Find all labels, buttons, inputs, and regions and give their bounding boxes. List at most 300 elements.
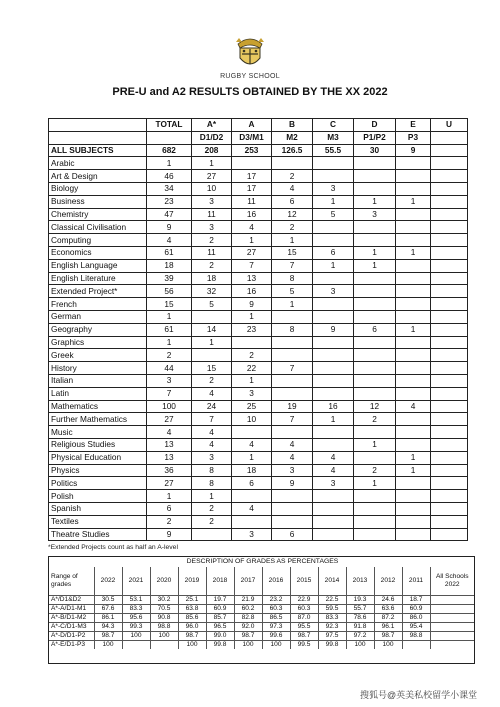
subject-cell: Geography: [49, 323, 147, 336]
grade-cell: 9: [272, 477, 313, 490]
grade-cell: 1: [396, 451, 431, 464]
grade-cell: 27: [232, 246, 272, 259]
grade-cell: 1: [272, 234, 313, 247]
percentages-header-row: [49, 567, 474, 596]
percentage-cell: 98.8: [402, 632, 430, 641]
grade-cell: [431, 387, 468, 400]
grade-range-cell: A*-A/D1-M1: [49, 605, 94, 614]
grade-cell: [354, 157, 396, 170]
percentages-panel: [48, 556, 475, 664]
grade-cell: 12: [272, 208, 313, 221]
grade-cell: 1: [313, 259, 354, 272]
grade-cell: 18: [192, 272, 232, 285]
grade-cell: 4: [313, 464, 354, 477]
grade-cell: [354, 272, 396, 285]
percentage-cell: [430, 641, 474, 650]
subject-cell: Italian: [49, 374, 147, 387]
grade-cell: 8: [192, 477, 232, 490]
percentage-cell: 90.8: [150, 614, 178, 623]
grade-cell: 47: [147, 208, 192, 221]
grade-cell: [313, 374, 354, 387]
grade-cell: [232, 157, 272, 170]
grade-cell: [396, 182, 431, 195]
percentages-row: [49, 623, 474, 632]
grade-cell: 126.5: [272, 144, 313, 157]
grade-cell: [272, 336, 313, 349]
percentage-cell: 97.5: [318, 632, 346, 641]
grade-cell: 2: [147, 515, 192, 528]
grade-cell: [313, 336, 354, 349]
percentage-cell: 100: [122, 632, 150, 641]
percentage-cell: 22.5: [318, 596, 346, 605]
grade-cell: [354, 170, 396, 183]
percentage-cell: [430, 605, 474, 614]
percentage-cell: 83.3: [122, 605, 150, 614]
grade-cell: 9: [232, 298, 272, 311]
percentage-cell: 91.8: [346, 623, 374, 632]
grade-cell: 6: [232, 477, 272, 490]
percentage-cell: 59.5: [318, 605, 346, 614]
grade-cell: 32: [192, 285, 232, 298]
percentage-cell: 100: [346, 641, 374, 650]
subject-cell: English Language: [49, 259, 147, 272]
school-crest-icon: [232, 32, 268, 72]
grade-cell: 15: [192, 362, 232, 375]
grade-cell: 1: [354, 477, 396, 490]
grade-cell: 22: [232, 362, 272, 375]
grade-cell: [313, 362, 354, 375]
grade-cell: 6: [354, 323, 396, 336]
percentages-row: [49, 605, 474, 614]
subject-cell: Physical Education: [49, 451, 147, 464]
table-row: [49, 221, 468, 234]
grade-cell: 7: [147, 387, 192, 400]
grade-cell: [431, 528, 468, 541]
grade-cell: 2: [192, 374, 232, 387]
percentage-cell: 94.3: [94, 623, 122, 632]
grade-cell: [396, 477, 431, 490]
grade-cell: 15: [272, 246, 313, 259]
grade-cell: 4: [272, 451, 313, 464]
column-header: U: [431, 119, 468, 132]
percentage-cell: 70.5: [150, 605, 178, 614]
percentages-table: [49, 567, 474, 649]
percentage-cell: 87.2: [374, 614, 402, 623]
grade-cell: 1: [192, 336, 232, 349]
grade-cell: 11: [192, 246, 232, 259]
grade-cell: [313, 515, 354, 528]
grade-cell: 13: [232, 272, 272, 285]
table-row: [49, 426, 468, 439]
column-subheader: [147, 131, 192, 144]
subject-cell: Arabic: [49, 157, 147, 170]
grade-cell: 1: [354, 259, 396, 272]
percentage-cell: 24.6: [374, 596, 402, 605]
percentage-cell: 98.7: [178, 632, 206, 641]
percentage-cell: 99.6: [262, 632, 290, 641]
subject-cell: Latin: [49, 387, 147, 400]
percentage-cell: 60.3: [290, 605, 318, 614]
grade-cell: 1: [354, 195, 396, 208]
subject-cell: Textiles: [49, 515, 147, 528]
grade-cell: 34: [147, 182, 192, 195]
percentage-cell: 19.3: [346, 596, 374, 605]
percentage-cell: [150, 641, 178, 650]
grade-cell: [192, 528, 232, 541]
grade-cell: 1: [354, 438, 396, 451]
grade-cell: 3: [192, 221, 232, 234]
column-subheader: M3: [313, 131, 354, 144]
grade-cell: 27: [192, 170, 232, 183]
grade-cell: 46: [147, 170, 192, 183]
grade-cell: 24: [192, 400, 232, 413]
table-row: [49, 157, 468, 170]
grade-cell: 1: [396, 323, 431, 336]
percentage-cell: 19.7: [206, 596, 234, 605]
percentages-column-header: 2021: [122, 567, 150, 596]
percentage-cell: 82.8: [234, 614, 262, 623]
grade-cell: 18: [147, 259, 192, 272]
percentage-cell: 63.8: [178, 605, 206, 614]
grade-cell: 1: [147, 490, 192, 503]
percentage-cell: 100: [374, 641, 402, 650]
grade-cell: 27: [147, 477, 192, 490]
percentage-cell: 100: [262, 641, 290, 650]
grade-cell: 2: [192, 515, 232, 528]
column-subheader: P3: [396, 131, 431, 144]
grade-cell: [431, 438, 468, 451]
grade-cell: [313, 438, 354, 451]
watermark: 搜狐号@英美私校留学小课堂: [360, 690, 478, 700]
grade-cell: 4: [192, 438, 232, 451]
percentage-cell: 99.8: [318, 641, 346, 650]
grade-range-cell: A*-E/D1-P3: [49, 641, 94, 650]
table-row: [49, 323, 468, 336]
grade-cell: [431, 310, 468, 323]
grade-cell: [431, 477, 468, 490]
percentage-cell: 86.0: [402, 614, 430, 623]
page-title: PRE-U and A2 RESULTS OBTAINED BY THE XX 2022: [112, 86, 388, 98]
percentage-cell: 98.8: [150, 623, 178, 632]
grade-cell: 4: [232, 221, 272, 234]
grade-cell: 1: [232, 451, 272, 464]
grade-cell: [396, 157, 431, 170]
grade-cell: [431, 144, 468, 157]
subject-cell: Chemistry: [49, 208, 147, 221]
grade-cell: [272, 387, 313, 400]
grade-cell: 3: [232, 528, 272, 541]
table-row: [49, 438, 468, 451]
grade-cell: [431, 336, 468, 349]
grade-cell: [431, 515, 468, 528]
grade-cell: [272, 426, 313, 439]
grade-cell: [396, 221, 431, 234]
grade-cell: 15: [147, 298, 192, 311]
subject-cell: Theatre Studies: [49, 528, 147, 541]
grade-cell: [313, 170, 354, 183]
grade-cell: 1: [232, 310, 272, 323]
table-row: [49, 400, 468, 413]
grade-cell: [313, 234, 354, 247]
percentage-cell: 30.5: [94, 596, 122, 605]
grade-cell: 4: [147, 426, 192, 439]
percentage-cell: 78.6: [346, 614, 374, 623]
table-row: [49, 387, 468, 400]
grade-cell: 9: [147, 221, 192, 234]
grade-cell: 2: [147, 349, 192, 362]
column-header: E: [396, 119, 431, 132]
results-table: [48, 118, 468, 541]
percentage-cell: 60.3: [262, 605, 290, 614]
grade-cell: 3: [354, 208, 396, 221]
percentage-cell: 67.6: [94, 605, 122, 614]
grade-cell: 682: [147, 144, 192, 157]
grade-cell: [354, 298, 396, 311]
grade-cell: 5: [192, 298, 232, 311]
percentages-column-header: 2022: [94, 567, 122, 596]
grade-cell: [431, 298, 468, 311]
grade-cell: [354, 221, 396, 234]
percentages-column-header: 2014: [318, 567, 346, 596]
subject-cell: French: [49, 298, 147, 311]
percentage-cell: 60.9: [206, 605, 234, 614]
percentage-cell: 100: [94, 641, 122, 650]
grade-cell: [396, 502, 431, 515]
grade-cell: 3: [313, 477, 354, 490]
table-row: [49, 336, 468, 349]
percentages-row: [49, 632, 474, 641]
footnote: *Extended Projects count as half an A-level: [48, 544, 178, 551]
grade-cell: [431, 182, 468, 195]
grade-cell: 1: [192, 157, 232, 170]
subject-cell: Greek: [49, 349, 147, 362]
percentage-cell: [430, 614, 474, 623]
grade-cell: [396, 259, 431, 272]
subject-cell: Graphics: [49, 336, 147, 349]
percentage-cell: 25.1: [178, 596, 206, 605]
grade-cell: 3: [192, 195, 232, 208]
table-row: [49, 413, 468, 426]
grade-cell: [396, 528, 431, 541]
grade-cell: 7: [232, 259, 272, 272]
grade-cell: [396, 310, 431, 323]
grade-cell: 14: [192, 323, 232, 336]
percentage-cell: 86.5: [262, 614, 290, 623]
table-row: [49, 182, 468, 195]
table-row: [49, 464, 468, 477]
grade-cell: [431, 208, 468, 221]
grade-cell: [431, 170, 468, 183]
subject-cell: Physics: [49, 464, 147, 477]
percentage-cell: 98.7: [234, 632, 262, 641]
grade-cell: [313, 157, 354, 170]
grade-cell: 1: [354, 246, 396, 259]
percentage-cell: 92.0: [234, 623, 262, 632]
grade-cell: 4: [192, 426, 232, 439]
grade-cell: [396, 170, 431, 183]
grade-cell: [192, 349, 232, 362]
grade-cell: 61: [147, 323, 192, 336]
grade-cell: 2: [192, 259, 232, 272]
percentage-cell: 97.2: [346, 632, 374, 641]
grade-cell: [431, 285, 468, 298]
grade-cell: 3: [192, 451, 232, 464]
grade-cell: 36: [147, 464, 192, 477]
percentage-cell: 85.6: [178, 614, 206, 623]
table-row: [49, 490, 468, 503]
grade-cell: [431, 157, 468, 170]
grade-cell: [354, 387, 396, 400]
percentages-column-header: 2019: [178, 567, 206, 596]
grade-cell: 4: [272, 438, 313, 451]
table-row: [49, 374, 468, 387]
percentages-column-header: 2020: [150, 567, 178, 596]
grade-cell: [431, 323, 468, 336]
grade-cell: [396, 426, 431, 439]
table-row: [49, 272, 468, 285]
grade-cell: 44: [147, 362, 192, 375]
grade-cell: 1: [272, 298, 313, 311]
percentage-cell: 99.3: [122, 623, 150, 632]
percentages-title: DESCRIPTION OF GRADES AS PERCENTAGES: [186, 558, 339, 565]
percentages-row: [49, 596, 474, 605]
table-row: [49, 349, 468, 362]
percentage-cell: 96.5: [206, 623, 234, 632]
percentage-cell: 100: [150, 632, 178, 641]
grade-cell: [313, 426, 354, 439]
column-header: C: [313, 119, 354, 132]
percentage-cell: 60.9: [402, 605, 430, 614]
grade-cell: [431, 451, 468, 464]
grade-cell: 6: [272, 195, 313, 208]
grade-cell: 7: [272, 413, 313, 426]
percentages-row: [49, 641, 474, 650]
percentage-cell: 86.1: [94, 614, 122, 623]
column-subheader: D1/D2: [192, 131, 232, 144]
school-name: RUGBY SCHOOL: [220, 73, 280, 80]
grade-cell: [396, 374, 431, 387]
grade-cell: 25: [232, 400, 272, 413]
grade-cell: 16: [313, 400, 354, 413]
percentage-cell: 98.7: [94, 632, 122, 641]
grade-cell: [354, 528, 396, 541]
percentage-cell: [430, 596, 474, 605]
subject-cell: ALL SUBJECTS: [49, 144, 147, 157]
subject-cell: Classical Civilisation: [49, 221, 147, 234]
percentage-cell: 96.0: [178, 623, 206, 632]
column-subheader: [431, 131, 468, 144]
percentages-column-header: Range of grades: [49, 567, 94, 596]
grade-cell: 253: [232, 144, 272, 157]
grade-cell: [431, 349, 468, 362]
grade-cell: 1: [396, 195, 431, 208]
grade-cell: [232, 490, 272, 503]
grade-cell: 2: [192, 234, 232, 247]
grade-cell: 2: [354, 464, 396, 477]
grade-cell: 9: [313, 323, 354, 336]
percentage-cell: 92.3: [318, 623, 346, 632]
grade-cell: 4: [272, 182, 313, 195]
subject-cell: Extended Project*: [49, 285, 147, 298]
grade-cell: 9: [396, 144, 431, 157]
percentage-cell: 99.5: [290, 641, 318, 650]
percentage-cell: 63.6: [374, 605, 402, 614]
grade-cell: 12: [354, 400, 396, 413]
grade-cell: 2: [354, 413, 396, 426]
grade-cell: 1: [313, 413, 354, 426]
table-row: [49, 259, 468, 272]
grade-cell: [431, 362, 468, 375]
grade-cell: [354, 515, 396, 528]
grade-cell: [313, 221, 354, 234]
grade-cell: [313, 387, 354, 400]
subject-cell: Biology: [49, 182, 147, 195]
grade-cell: [354, 362, 396, 375]
grade-cell: 13: [147, 451, 192, 464]
grade-cell: 6: [313, 246, 354, 259]
grade-cell: 2: [272, 170, 313, 183]
percentage-cell: 98.7: [290, 632, 318, 641]
grade-cell: [396, 349, 431, 362]
grade-cell: 1: [232, 374, 272, 387]
percentage-cell: 55.7: [346, 605, 374, 614]
grade-cell: [431, 234, 468, 247]
subject-cell: English Literature: [49, 272, 147, 285]
grade-cell: [396, 387, 431, 400]
table-row: [49, 246, 468, 259]
percentage-cell: [122, 641, 150, 650]
percentage-cell: [402, 641, 430, 650]
percentage-cell: 83.3: [318, 614, 346, 623]
column-header: A*: [192, 119, 232, 132]
grade-cell: 8: [192, 464, 232, 477]
grade-cell: [272, 157, 313, 170]
grade-cell: 7: [272, 259, 313, 272]
grade-cell: 2: [232, 349, 272, 362]
subject-cell: History: [49, 362, 147, 375]
grade-cell: 17: [232, 170, 272, 183]
grade-cell: [431, 464, 468, 477]
grade-cell: [354, 310, 396, 323]
grade-cell: 56: [147, 285, 192, 298]
column-subheader: D3/M1: [232, 131, 272, 144]
subject-cell: Mathematics: [49, 400, 147, 413]
column-subheader: P1/P2: [354, 131, 396, 144]
grade-cell: 4: [147, 234, 192, 247]
grade-cell: [354, 451, 396, 464]
grade-cell: [313, 298, 354, 311]
subject-cell: Computing: [49, 234, 147, 247]
grade-cell: [431, 221, 468, 234]
grade-cell: [354, 285, 396, 298]
grade-cell: [232, 336, 272, 349]
grade-cell: 9: [147, 528, 192, 541]
grade-cell: [272, 349, 313, 362]
grade-cell: 55.5: [313, 144, 354, 157]
grade-cell: [396, 234, 431, 247]
grade-cell: [396, 438, 431, 451]
subject-cell: German: [49, 310, 147, 323]
percentage-cell: 87.0: [290, 614, 318, 623]
grade-cell: [354, 502, 396, 515]
grade-cell: [232, 426, 272, 439]
grade-cell: [396, 272, 431, 285]
percentage-cell: 95.6: [122, 614, 150, 623]
grade-cell: 6: [272, 528, 313, 541]
grade-cell: 30: [354, 144, 396, 157]
table-row: [49, 515, 468, 528]
grade-cell: [354, 426, 396, 439]
